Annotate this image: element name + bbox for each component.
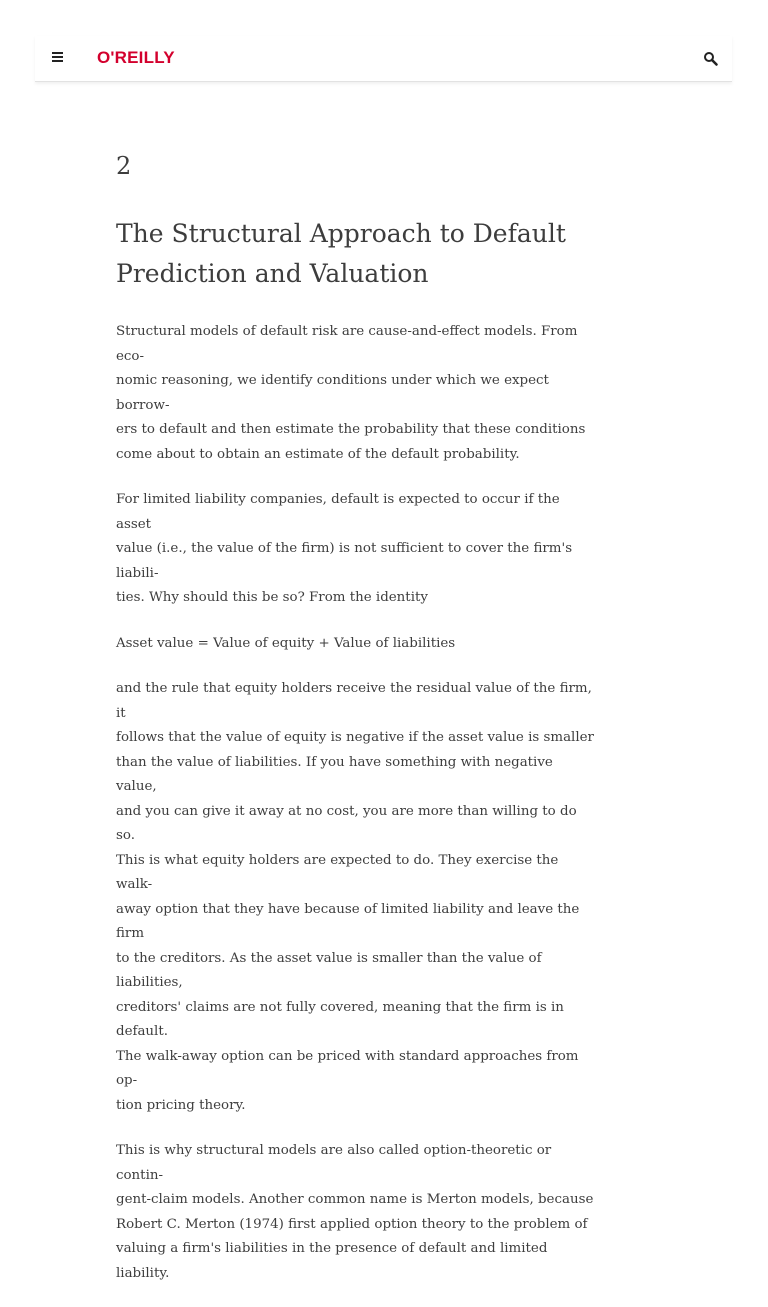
paragraph-line: tion pricing theory. [116, 1097, 246, 1113]
paragraph-line: value (i.e., the value of the firm) is not sufficient to cover the firm's liabili- [116, 541, 573, 581]
paragraph-line: away option that they have because of limited liability and leave the firm [116, 901, 580, 941]
paragraph-line: creditors' claims are not fully covered, meaning that the firm is in default. [116, 999, 564, 1039]
body-text [116, 320, 596, 1286]
chapter-title-line: Prediction and Valuation [116, 258, 429, 288]
paragraph-line: Robert C. Merton (1974) first applied option theory to the problem of [116, 1216, 588, 1232]
paragraph-line: and the rule that equity holders receive the residual value of the firm, it [116, 681, 592, 721]
body-paragraph [116, 1139, 596, 1286]
body-paragraph [116, 488, 596, 611]
paragraph-line: than the value of liabilities. If you have something with negative value, [116, 754, 553, 794]
paragraph-line: The walk-away option can be priced with standard approaches from op- [116, 1048, 579, 1088]
paragraph-line: come about to obtain an estimate of the default probability. [116, 446, 520, 462]
body-paragraph [116, 632, 596, 657]
paragraph-line: and you can give it away at no cost, you are more than willing to do so. [116, 803, 577, 843]
paragraph-line: follows that the value of equity is negative if the asset value is smaller [116, 730, 594, 745]
top-navigation-bar [35, 36, 732, 82]
paragraph-line: ers to default and then estimate the probability that these conditions [116, 422, 586, 437]
paragraph-line: gent-claim models. Another common name is Merton models, because [116, 1192, 594, 1207]
chapter-content [116, 148, 596, 1307]
oreilly-logo[interactable]: O'REILLY [97, 48, 175, 67]
hamburger-menu-icon[interactable] [51, 50, 65, 64]
paragraph-line: For limited liability companies, default is expected to occur if the asset [116, 492, 560, 532]
paragraph-line: to the creditors. As the asset value is smaller than the value of liabilities, [116, 950, 542, 990]
paragraph-line: This is why structural models are also called option-theoretic or contin- [116, 1143, 552, 1183]
search-icon[interactable] [703, 51, 719, 67]
chapter-number: 2 [116, 152, 132, 180]
paragraph-line: Asset value = Value of equity + Value of liabilities [116, 635, 456, 651]
chapter-title [116, 214, 596, 293]
paragraph-line: Structural models of default risk are cause-and-effect models. From eco- [116, 324, 578, 364]
body-paragraph [116, 320, 596, 467]
chapter-title-line: The Structural Approach to Default [116, 219, 566, 248]
paragraph-line: This is what equity holders are expected to do. They exercise the walk- [116, 852, 559, 892]
body-paragraph [116, 677, 596, 1118]
paragraph-line: valuing a firm's liabilities in the presence of default and limited liability. [116, 1241, 548, 1281]
paragraph-line: nomic reasoning, we identify conditions under which we expect borrow- [116, 373, 549, 413]
paragraph-line: ties. Why should this be so? From the identity [116, 590, 428, 605]
